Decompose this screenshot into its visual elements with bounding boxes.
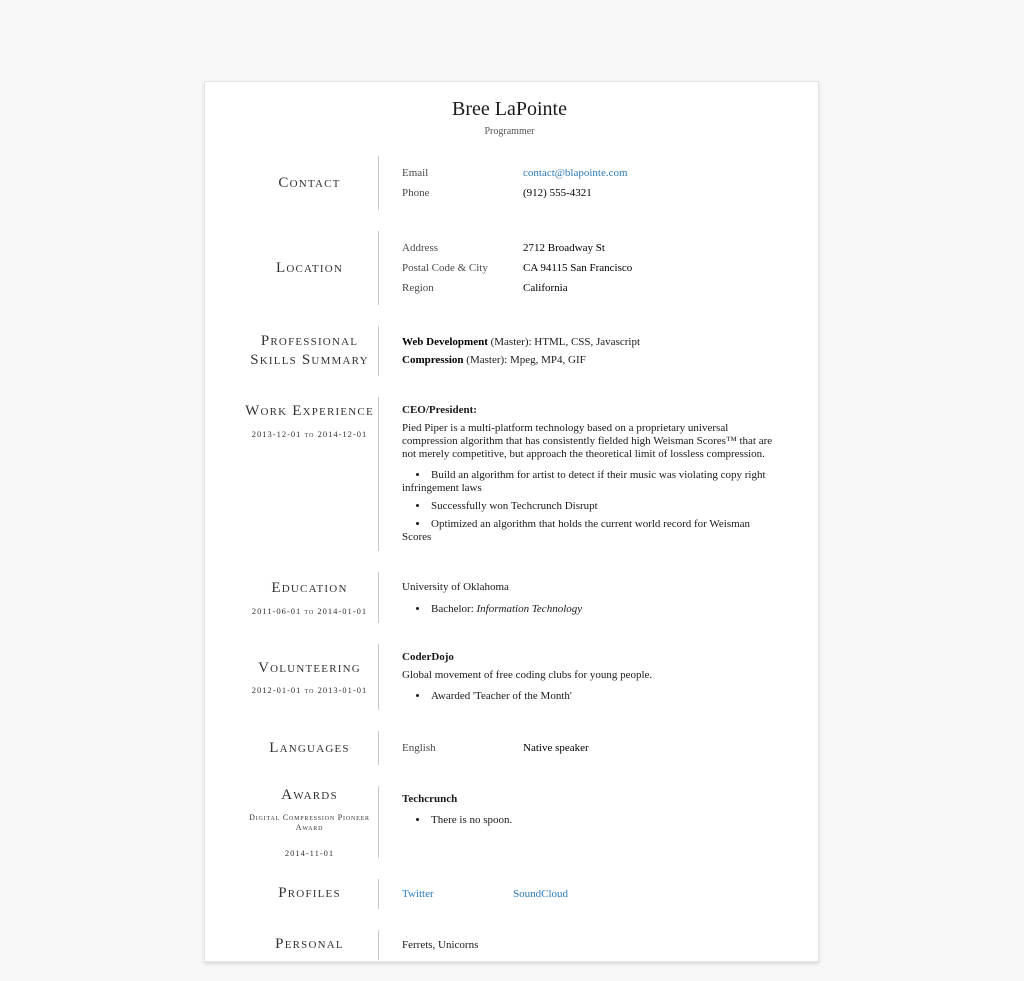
- twitter-link[interactable]: Twitter: [402, 887, 434, 900]
- education-institution: University of Oklahoma: [402, 581, 509, 593]
- skills-section-title: Professional Skills Summary: [250, 333, 369, 368]
- skills-content: [378, 326, 778, 376]
- postal-value: CA 94115 San Francisco: [523, 262, 633, 274]
- location-section-title: Location: [275, 259, 344, 276]
- location-row-postal: [402, 258, 778, 278]
- skill-detail: (Master): Mpeg, MP4, GIF: [463, 354, 586, 366]
- award-highlights: [402, 814, 778, 827]
- personal-heading-cell: [241, 930, 378, 960]
- languages-heading-cell: [241, 731, 378, 765]
- language-row: [402, 738, 778, 758]
- profiles-row: [402, 886, 778, 902]
- work-position: CEO/President:: [402, 404, 477, 416]
- section-location: [241, 231, 778, 305]
- profiles-section-title: Profiles: [278, 885, 341, 902]
- address-label: Address: [402, 242, 439, 254]
- resume-card: [204, 81, 819, 962]
- award-date: 2014-11-01: [284, 847, 335, 858]
- award-highlight-item: • There is no spoon.: [402, 814, 778, 827]
- skill-web-development: [402, 333, 778, 351]
- phone-label: Phone: [402, 187, 430, 199]
- section-work-experience: [241, 397, 778, 551]
- skills-heading-cell: [241, 326, 378, 376]
- volunteer-organization: CoderDojo: [402, 651, 454, 663]
- email-link[interactable]: contact@blapointe.com: [523, 167, 628, 179]
- awards-content: [378, 786, 778, 858]
- location-content: [378, 231, 778, 305]
- volunteer-summary: Global movement of free coding clubs for young people.: [402, 669, 653, 681]
- region-label: Region: [402, 282, 434, 294]
- skill-detail: (Master): HTML, CSS, Javascript: [487, 336, 641, 348]
- contact-section-title: Contact: [278, 174, 341, 191]
- postal-label: Postal Code & City: [402, 262, 488, 274]
- work-highlights: [402, 469, 778, 544]
- work-highlight-item: • Successfully won Techcrunch Disrupt: [402, 500, 778, 513]
- skill-compression: [402, 351, 778, 369]
- work-highlight-item: • Build an algorithm for artist to detect if their music was violating copy right infringement laws: [402, 469, 778, 495]
- section-profiles: [241, 879, 778, 909]
- languages-content: [378, 731, 778, 765]
- personal-section-title: Personal: [275, 936, 344, 953]
- degree-area: Information Technology: [476, 603, 583, 615]
- section-personal: [241, 930, 778, 960]
- contact-row-email: [402, 163, 778, 183]
- section-awards: [241, 786, 778, 858]
- languages-section-title: Languages: [269, 739, 350, 756]
- profiles-heading-cell: [241, 879, 378, 909]
- education-section-title: Education: [271, 580, 348, 597]
- volunteer-highlight-item: • Awarded 'Teacher of the Month': [402, 690, 778, 703]
- work-content: [378, 397, 778, 551]
- section-contact: [241, 156, 778, 210]
- skill-name: Web Development: [402, 336, 488, 348]
- contact-row-phone: [402, 183, 778, 203]
- education-details: [402, 603, 778, 616]
- resume-header: [241, 98, 778, 137]
- personal-content: [378, 930, 778, 960]
- personal-interests: Ferrets, Unicorns: [402, 938, 479, 951]
- education-content: [378, 572, 778, 623]
- language-fluency: Native speaker: [523, 742, 589, 754]
- education-date-range: 2011-06-01 to 2014-01-01: [251, 605, 368, 616]
- education-heading-cell: [241, 572, 378, 623]
- skill-name: Compression: [402, 354, 464, 366]
- volunteering-content: [378, 644, 778, 710]
- phone-value: (912) 555-4321: [523, 187, 592, 199]
- section-languages: [241, 731, 778, 765]
- location-row-region: [402, 278, 778, 298]
- work-heading-cell: [241, 397, 378, 551]
- profile-slot-twitter: [402, 886, 513, 902]
- awards-section-title: Awards: [281, 787, 338, 803]
- page-title: Bree LaPointe: [452, 98, 567, 120]
- job-title: Programmer: [484, 126, 535, 137]
- soundcloud-link[interactable]: SoundCloud: [513, 887, 569, 900]
- work-date-range: 2013-12-01 to 2014-12-01: [251, 428, 368, 439]
- volunteering-heading-cell: [241, 644, 378, 710]
- work-summary: Pied Piper is a multi-platform technology based on a proprietary universal compression algorithm that has consistently fielded high Weisman Scores™ that are not merely competitive, but approach the theoretical limit of lossless compression.: [402, 422, 773, 460]
- section-volunteering: [241, 644, 778, 710]
- award-name: Digital Compression Pioneer Award: [249, 812, 370, 833]
- email-label: Email: [402, 167, 429, 179]
- location-heading-cell: [241, 231, 378, 305]
- volunteer-highlights: [402, 690, 778, 703]
- section-education: [241, 572, 778, 623]
- volunteering-section-title: Volunteering: [258, 659, 361, 676]
- contact-content: [378, 156, 778, 210]
- address-value: 2712 Broadway St: [523, 242, 605, 254]
- profile-slot-soundcloud: [513, 886, 624, 902]
- awards-heading-cell: [241, 786, 378, 858]
- location-row-address: [402, 238, 778, 258]
- work-highlight-item: • Optimized an algorithm that holds the current world record for Weisman Scores: [402, 518, 778, 544]
- degree-prefix: Bachelor:: [431, 603, 477, 615]
- contact-heading-cell: [241, 156, 378, 210]
- language-name: English: [402, 742, 436, 754]
- region-value: California: [523, 282, 568, 294]
- volunteering-date-range: 2012-01-01 to 2013-01-01: [251, 685, 368, 696]
- education-degree: [402, 603, 778, 616]
- work-section-title: Work Experience: [245, 403, 374, 419]
- section-skills: [241, 326, 778, 376]
- award-awarder: Techcrunch: [402, 793, 458, 805]
- profiles-content: [378, 879, 778, 909]
